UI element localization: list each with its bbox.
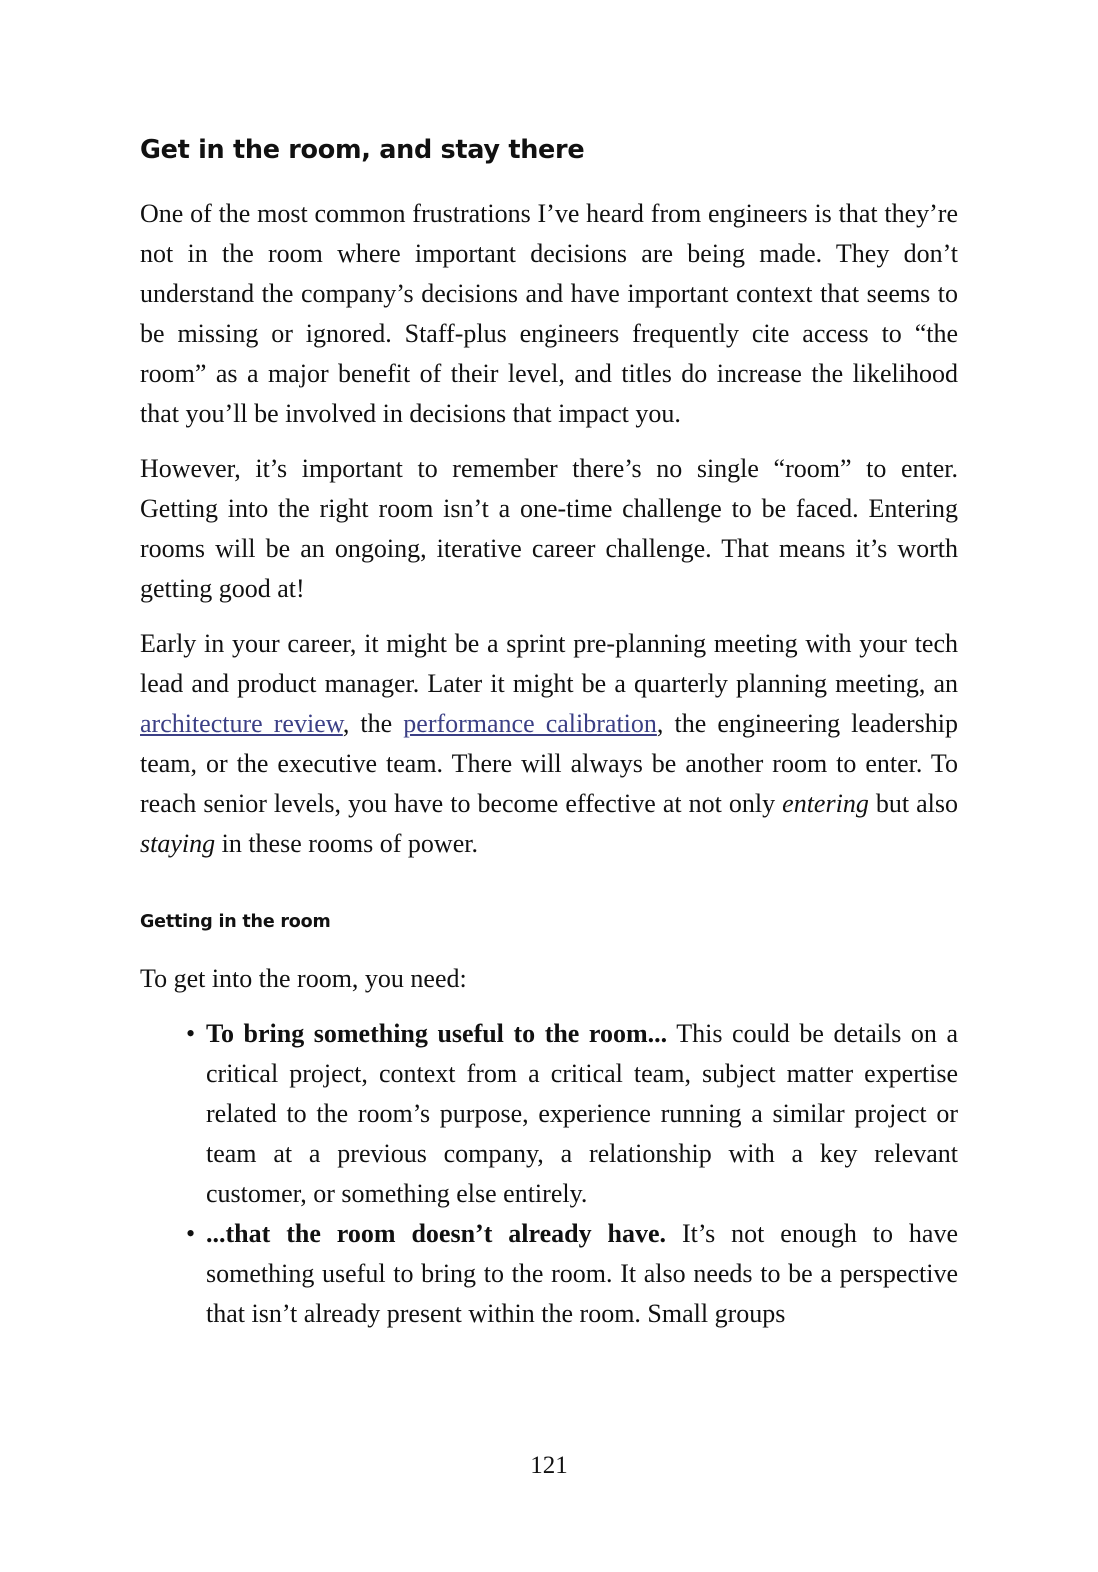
paragraph-2: However, it’s important to remember there’s no single “room” to enter. Getting into the right room isn’t a one-time challenge to be faced. Entering rooms will be an ongoing, iterative career challenge. That means it’s worth getting good at! [140,454,958,604]
paragraph-3-segment-2: , the [342,709,404,739]
section-heading: Get in the room, and stay there [140,135,585,165]
page-content [140,136,958,1334]
paragraph-3-segment-3: , the engineering leadership team, or the executive team. There will always be another room to enter. To reach senior levels, you have to become effective at not only [140,709,959,819]
paragraph-3 [140,624,958,864]
paragraph-4: To get into the room, you need: [140,964,467,994]
emphasis-entering: entering [782,789,869,819]
page-number: 121 [530,1452,568,1479]
sub-heading: Getting in the room [140,912,331,933]
emphasis-staying: staying [140,829,216,859]
paragraph-3-segment-5: in these rooms of power. [215,829,478,859]
link-performance-calibration[interactable]: performance calibration [403,709,657,739]
spacer [140,879,958,912]
paragraph-3-segment-4: but also [868,789,959,819]
bullet-marker-icon: • [186,1019,196,1049]
bullet-list [140,1014,958,1334]
list-item [140,1014,958,1214]
list-item-body: It’s not enough to have something useful to bring to the room. It also needs to be a perspective that isn’t already present within the room. Small groups [206,1219,958,1329]
list-item-lead: ...that the room doesn’t already have. [206,1219,667,1249]
list-item-body: This could be details on a critical project, context from a critical team, subject matter expertise related to the room’s purpose, experience running a similar project or team at a previous company, a relationship with a key relevant customer, or something else entirely. [206,1019,959,1209]
list-item [140,1214,958,1334]
link-architecture-review[interactable]: architecture review [140,709,343,739]
bullet-marker-icon: • [186,1219,196,1249]
paragraph-3-segment-1: Early in your career, it might be a sprint pre-planning meeting with your tech lead and product manager. Later it might be a quarterly planning meeting, an [140,629,958,699]
paragraph-1: One of the most common frustrations I’ve heard from engineers is that they’re not in the room where important decisions are being made. They don’t understand the company’s decisions and have important context that seems to be missing or ignored. Staff-plus engineers frequently cite access to “the room” as a major benefit of their level, and titles do increase the likelihood that you’ll be involved in decisions that impact you. [140,199,958,429]
list-item-lead: To bring something useful to the room... [206,1019,668,1049]
